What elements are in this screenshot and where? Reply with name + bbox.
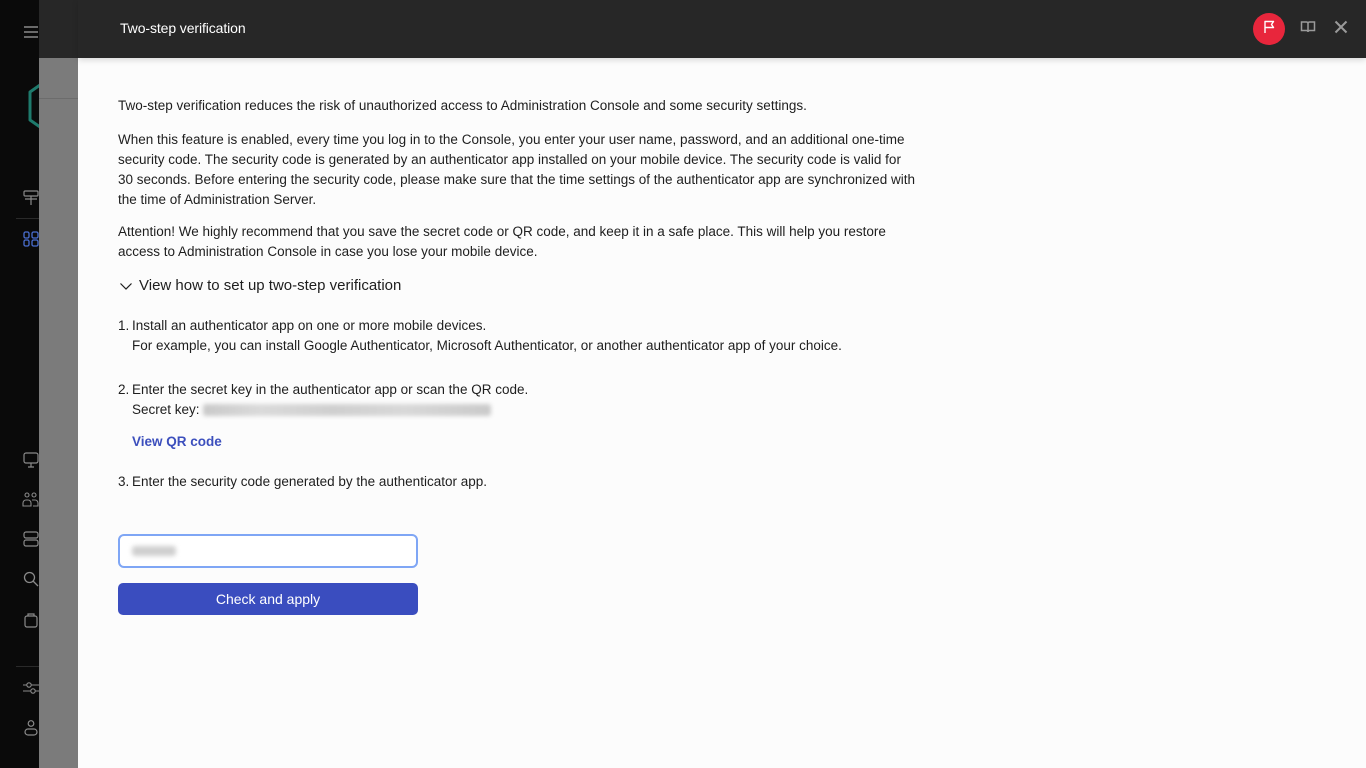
drawer-header — [78, 0, 1366, 58]
overlay-header-strip — [39, 0, 78, 58]
step-number: 3. — [118, 474, 130, 489]
secret-key-label: Secret key: — [132, 402, 200, 417]
step-title: Enter the security code generated by the authenticator app. — [132, 474, 487, 489]
modal-overlay[interactable] — [39, 0, 78, 768]
drawer-title: Two-step verification — [120, 20, 246, 36]
step-2 — [118, 380, 918, 452]
server-hierarchy-icon[interactable] — [22, 189, 40, 207]
step-title: Enter the secret key in the authenticator app or scan the QR code. — [132, 382, 529, 397]
setup-steps — [118, 316, 918, 492]
book-icon — [1300, 19, 1316, 40]
feedback-flag-button[interactable] — [1253, 13, 1285, 45]
close-icon — [1334, 20, 1348, 39]
search-icon[interactable] — [22, 570, 40, 588]
step-detail: For example, you can install Google Authenticator, Microsoft Authenticator, or another authenticator app of your choice. — [132, 338, 842, 353]
close-button[interactable] — [1325, 13, 1357, 45]
help-button[interactable] — [1292, 13, 1324, 45]
dashboard-icon[interactable] — [22, 230, 40, 248]
users-icon[interactable] — [22, 491, 40, 509]
overlay-divider — [39, 98, 78, 99]
check-and-apply-button[interactable]: Check and apply — [118, 583, 418, 615]
description-text: When this feature is enabled, every time you log in to the Console, you enter your user name, password, and an additional one-time security code. The security code is generated by an authenticator app installed on your mobile device. The security code is valid for 30 seconds. Before entering the security code, please make sure that the time settings of the authenticator app are synchronized with the time of Administration Server. — [118, 132, 915, 207]
intro-text: Two-step verification reduces the risk of unauthorized access to Administration Console and some security settings. — [118, 98, 807, 113]
settings-sliders-icon[interactable] — [22, 679, 40, 697]
chevron-down-icon — [119, 279, 133, 293]
step-number: 1. — [118, 318, 130, 333]
user-account-icon[interactable] — [22, 719, 40, 737]
secret-key-value-redacted — [203, 404, 491, 416]
step-3 — [118, 472, 918, 492]
view-qr-code-link[interactable]: View QR code — [132, 434, 222, 449]
expander-label: View how to set up two-step verification — [139, 277, 402, 294]
step-number: 2. — [118, 382, 130, 397]
marketplace-bag-icon[interactable] — [22, 611, 40, 629]
step-1 — [118, 316, 918, 356]
two-step-verification-drawer — [78, 0, 1366, 768]
secret-key-row — [132, 400, 918, 420]
flag-icon — [1261, 19, 1277, 40]
attention-text: Attention! We highly recommend that you save the secret code or QR code, and keep it in a safe place. This will help you restore access to Administration Console in case you lose your mobile device. — [118, 224, 886, 259]
storage-icon[interactable] — [22, 530, 40, 548]
step-title: Install an authenticator app on one or more mobile devices. — [132, 318, 487, 333]
menu-icon[interactable] — [22, 23, 40, 41]
drawer-content — [118, 96, 918, 607]
setup-instructions-expander[interactable] — [118, 274, 918, 298]
monitor-icon[interactable] — [22, 451, 40, 469]
security-code-value-redacted — [132, 546, 176, 556]
